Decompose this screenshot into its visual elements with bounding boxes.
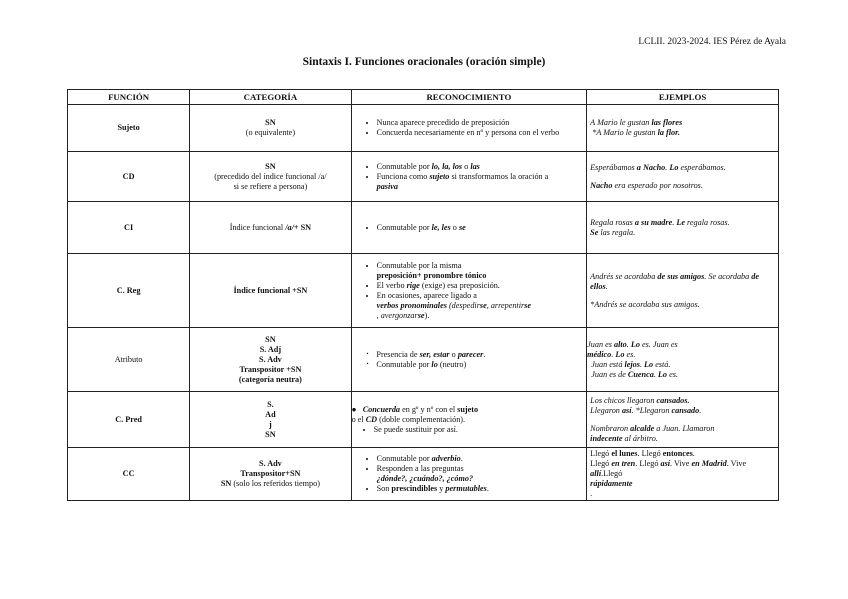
categoria-cell: Índice funcional +SN (190, 254, 351, 328)
categoria-cell: Índice funcional /a/+ SN (190, 202, 351, 254)
reconocimiento-cell (351, 328, 587, 392)
categoria-cell: SN S. Adj S. Adv Transpositor +SN (categoría neutra) (190, 328, 351, 392)
funcion-cell: Sujeto (68, 105, 190, 152)
col-header-ejemplos: EJEMPLOS (587, 90, 779, 105)
table-header-row (68, 90, 779, 105)
table-row (68, 328, 779, 392)
page-title: Sintaxis I. Funciones oracionales (oración simple) (302, 56, 546, 68)
categoria-cell: SN (o equivalente) (190, 105, 351, 152)
categoria-cell: S. Ad j SN (190, 392, 351, 448)
reconocimiento-cell: ● Concuerda en gº y nº con el sujeto o el CD (doble complementación). • Se puede sustituir por así. (351, 392, 587, 448)
list-item: • Conmutable por la misma preposición+ pronombre tónico (377, 261, 584, 281)
functions-table (67, 89, 779, 501)
categoria-cell: S. Adv Transpositor+SN SN (solo los referidos tiempo) (190, 448, 351, 501)
ejemplos-cell: Regala rosas a su madre. Le regala rosas. Se las regala. (587, 202, 779, 254)
list-item: • Conmutable por le, les o se (377, 223, 584, 233)
table-row (68, 254, 779, 328)
funcion-cell: CC (68, 448, 190, 501)
list-item: • El verbo rige (exige) esa preposición. (377, 281, 584, 291)
funcion-cell: C. Reg (68, 254, 190, 328)
list-item: • Son prescindibles y permutables. (377, 484, 584, 494)
list-item: • Funciona como sujeto si transformamos la oración a pasiva (377, 172, 584, 192)
list-item: • Conmutable por adverbio. (377, 454, 584, 464)
ejemplos-cell: Andrés se acordaba de sus amigos. Se acordaba de ellos. *Andrés se acordaba sus amigos. (587, 254, 779, 328)
col-header-funcion: FUNCIÓN (68, 90, 190, 105)
reconocimiento-cell (351, 448, 587, 501)
list-item: • Concuerda necesariamente en nº y persona con el verbo (377, 128, 584, 138)
table-row (68, 152, 779, 202)
col-header-categoria: CATEGORÍA (190, 90, 351, 105)
col-header-reconocimiento: RECONOCIMIENTO (351, 90, 587, 105)
reconocimiento-cell (351, 152, 587, 202)
header-course: LCLII. 2023-2024. IES Pérez de Ayala (638, 37, 786, 47)
list-item: ▪ Presencia de ser, estar o parecer. (379, 350, 584, 360)
list-item: • Conmutable por lo, la, los o las (377, 162, 584, 172)
reconocimiento-cell (351, 105, 587, 152)
ejemplos-cell: Llegó el lunes. Llegó entonces. Llegó en tren. Llegó así. Vive en Madrid. Vive allí.Llegó rápidamente . (587, 448, 779, 501)
ejemplos-cell: Los chicos llegaron cansados. Llegaron así. *Llegaron cansado. Nombraron alcalde a Juan. Llamaron indecente al árbitro. (587, 392, 779, 448)
reconocimiento-cell (351, 202, 587, 254)
table-row (68, 448, 779, 501)
list-item: • Se puede sustituir por así. (374, 425, 584, 435)
funcion-cell: CI (68, 202, 190, 254)
ejemplos-cell: Esperábamos a Nacho. Lo esperábamos. Nacho era esperado por nosotros. (587, 152, 779, 202)
table-row (68, 392, 779, 448)
list-item: ▪ Conmutable por lo (neutro) (379, 360, 584, 370)
funcion-cell: Atributo (68, 328, 190, 392)
list-item: • Responden a las preguntas ¿dónde?, ¿cuándo?, ¿cómo? (377, 464, 584, 484)
reconocimiento-cell (351, 254, 587, 328)
table-row (68, 105, 779, 152)
funcion-cell: C. Pred (68, 392, 190, 448)
categoria-cell: SN (precedido del índice funcional /a/ si se refiere a persona) (190, 152, 351, 202)
list-item: • Nunca aparece precedido de preposición (377, 118, 584, 128)
funcion-cell: CD (68, 152, 190, 202)
ejemplos-cell: Juan es alto. Lo es. Juan es médico. Lo es. Juan está lejos. Lo está. Juan es de Cuenca. Lo es. (587, 328, 779, 392)
table-row (68, 202, 779, 254)
list-item: • En ocasiones, aparece ligado a verbos pronominales (despedirse, arrepentirse , avergonzarse). (377, 291, 584, 321)
ejemplos-cell: A Mario le gustan las flores *A Mario le gustan la flor. (587, 105, 779, 152)
